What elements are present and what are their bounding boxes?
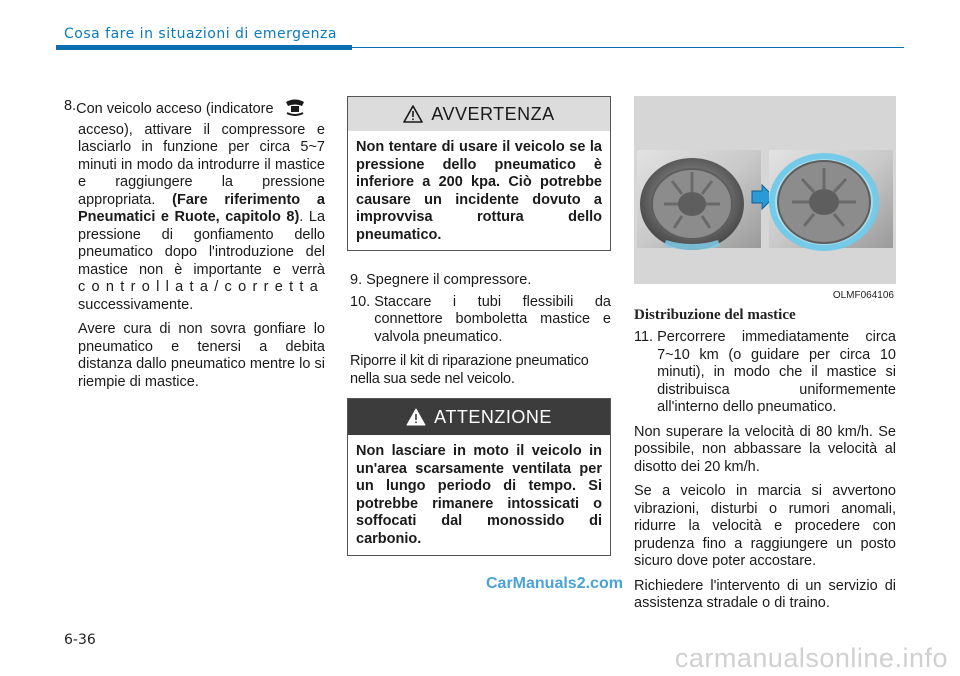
step-8-text-d: controllata/corretta xyxy=(78,279,325,295)
right-paragraph-3: Richiedere l'intervento di un servizio di assistenza stradale o di traino. xyxy=(634,577,896,611)
caution-triangle-icon xyxy=(406,408,426,426)
step-8-text-a: Con veicolo acceso (indicatore xyxy=(76,101,274,117)
step-8-number: 8. xyxy=(64,98,77,114)
step-11-number: 11. xyxy=(634,329,658,345)
step-9-text: Spegnere il compressore. xyxy=(366,272,532,288)
right-paragraph-2: Se a veicolo in marcia si avvertono vibrazioni, disturbi o rumori anomali, ridurre la velocità e procedere con prudenza fino a raggiungere un posto sicuro dove poter accostare. xyxy=(634,483,896,569)
step-8 xyxy=(64,98,325,122)
page-number: 6-36 xyxy=(64,632,96,648)
section-title-sealant-distribution: Distribuzione del mastice xyxy=(634,307,796,323)
footer-brand: carmanualsonline.info xyxy=(674,643,948,673)
step-11 xyxy=(634,329,896,417)
warning-box-title: AVVERTENZA xyxy=(431,103,555,124)
step-8-reference: (Fare riferimento a Pneumatici e Ruote, capitolo 8) xyxy=(78,191,325,225)
tire-after-image xyxy=(769,150,893,250)
caution-box xyxy=(347,398,611,556)
step-10-text: Staccare i tubi flessibili da connettore bomboletta mastice e valvola pneumatico. xyxy=(374,293,611,345)
left-column xyxy=(64,98,325,398)
warning-triangle-icon xyxy=(403,105,423,123)
warning-box xyxy=(347,96,611,251)
warning-box-body: Non tentare di usare il veicolo se la pressione dello pneumatico è inferiore a 200 kpa. Ciò potrebbe causare un incidente dovuto a improvvisa rottura dello pneumatico. xyxy=(356,139,602,243)
step-8-text-b: acceso), attivare il compressore e lasciarlo in funzione per circa 5~7 minuti in modo da introdurre il mastice e raggiungere la pressione appropriata. xyxy=(78,121,325,208)
header-rule-thin xyxy=(352,47,904,48)
compressor-indicator-icon xyxy=(284,98,306,122)
step-10 xyxy=(350,294,611,347)
caution-box-title: ATTENZIONE xyxy=(434,406,552,427)
step-11-text: Percorrere immediatamente circa 7~10 km (o guidare per circa 10 minuti), in modo che il mastice si distribuisca uniformemente all'interno dello pneumatico. xyxy=(657,329,896,415)
step-8-text-e: successivamente. xyxy=(78,296,194,313)
step-10-number: 10. xyxy=(350,293,375,310)
section-header-title: Cosa fare in situazioni di emergenza xyxy=(64,26,337,42)
figure-caption: OLMF064106 xyxy=(832,290,894,301)
step-8-text-c: . La pressione di gonfiamento dello pneumatico dopo l'introduzione del mastice non è importante e verrà xyxy=(78,209,326,278)
step-8-paragraph-2: Avere cura di non sovra gonfiare lo pneumatico e tenersi a debita distanza dallo pneumatico mentre lo si riempie di mastice. xyxy=(78,321,325,390)
step-9-number: 9. xyxy=(350,272,367,288)
tire-sealant-figure xyxy=(634,96,896,284)
caution-box-body: Non lasciare in moto il veicolo in un'area scarsamente ventilata per un lungo periodo di tempo. Si potrebbe rimanere intossicati o soffocati dal monossido di carbonio. xyxy=(356,443,602,547)
middle-paragraph: Riporre il kit di riparazione pneumatico nella sua sede nel veicolo. xyxy=(350,353,589,387)
header-rule xyxy=(56,45,352,50)
middle-column xyxy=(350,272,611,395)
watermark-link[interactable]: CarManuals2.com xyxy=(486,575,623,592)
step-9 xyxy=(350,272,611,290)
tire-before-image xyxy=(637,150,761,250)
right-paragraph-1: Non superare la velocità di 80 km/h. Se possibile, non abbassare la velocità al disotto dei 20 km/h. xyxy=(634,423,896,475)
right-column xyxy=(634,329,896,620)
